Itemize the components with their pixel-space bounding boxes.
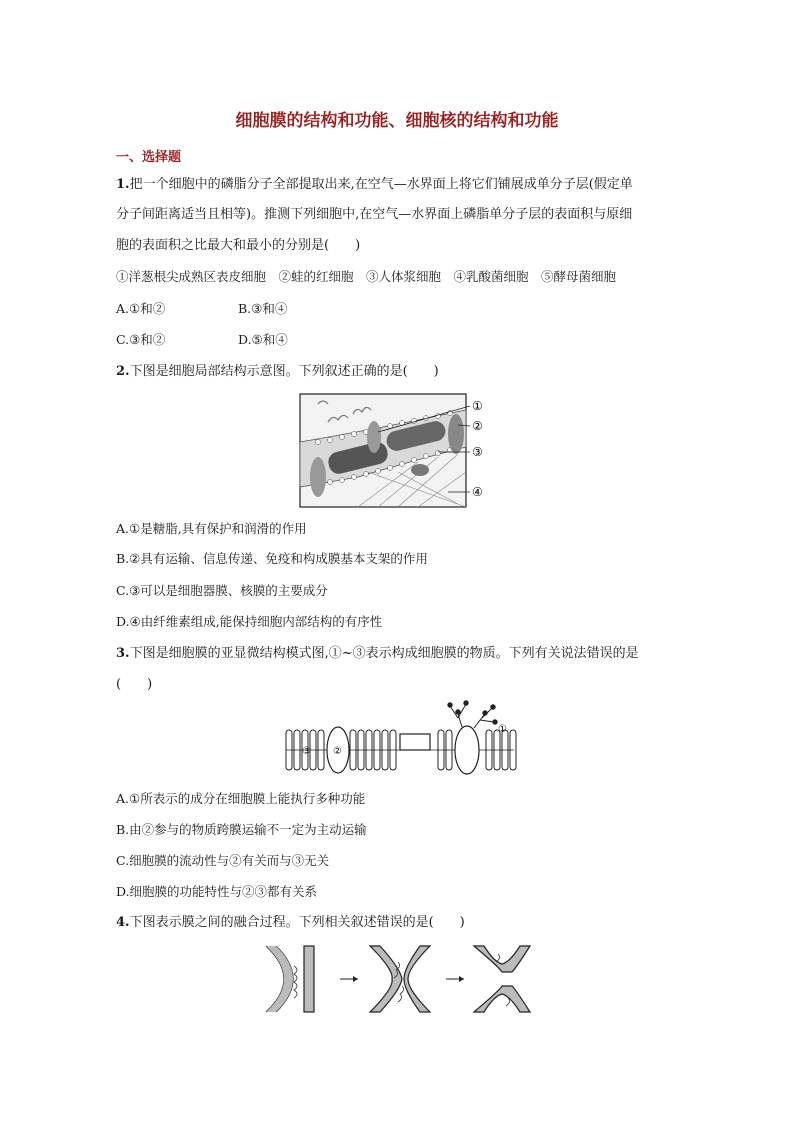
q1-text-3: 胞的表面积之比最大和最小的分别是( ) (116, 238, 361, 253)
figure-label-3: ③ (302, 746, 311, 757)
q1-option-a: A.①和② (116, 301, 166, 316)
figure-label-1: ① (498, 724, 507, 735)
protein-ellipse-2 (367, 421, 381, 453)
q3-option-a: A.①所表示的成分在细胞膜上能执行多种功能 (116, 791, 366, 806)
q3-option-d: D.细胞膜的功能特性与②③都有关系 (116, 884, 318, 899)
q2-option-a: A.①是糖脂,具有保护和润滑的作用 (116, 521, 307, 536)
section-heading: 一、选择题 (116, 150, 182, 165)
q4-stem (116, 914, 465, 932)
cell-structure-figure (298, 392, 498, 510)
embedded-protein (400, 734, 430, 750)
q2-option-d: D.④由纤维素组成,能保持细胞内部结构的有序性 (116, 614, 383, 629)
figure-label-3: ③ (472, 445, 483, 459)
protein-ellipse-3 (310, 457, 326, 497)
q2-stem (116, 363, 439, 381)
q3-option-b: B.由②参与的物质跨膜运输不一定为主动运输 (116, 822, 367, 837)
figure-label-1: ① (472, 399, 483, 413)
q3-text: 下图是细胞膜的亚显微结构模式图,①~③表示构成细胞膜的物质。下列有关说法错误的是 (129, 646, 639, 661)
q1-line-1 (116, 176, 633, 194)
glycoprotein-chains (448, 701, 497, 728)
arrow-head-2 (459, 976, 464, 982)
figure-label-2: ② (472, 419, 483, 433)
glycoprotein (455, 726, 479, 774)
q1-option-c: C.③和② (116, 332, 166, 347)
fusion-stage-1 (266, 946, 314, 1012)
membrane-fusion-figure (262, 942, 534, 1016)
peripheral-protein (411, 464, 429, 476)
q2-option-c: C.③可以是细胞器膜、核膜的主要成分 (116, 583, 328, 598)
protein-ellipse (448, 414, 464, 454)
q1-items: ①洋葱根尖成熟区表皮细胞 ②蛙的红细胞 ③人体浆细胞 ④乳酸菌细胞 ⑤酵母菌细胞 (116, 269, 617, 284)
q2-text: 下图是细胞局部结构示意图。下列叙述正确的是( ) (129, 364, 439, 379)
q2-number: 2. (116, 364, 130, 379)
q3-option-c: C.细胞膜的流动性与②有关而与③无关 (116, 853, 330, 868)
q3-number: 3. (116, 646, 130, 661)
arrow-head-1 (353, 976, 358, 982)
q3-stem (116, 645, 639, 663)
membrane-model-figure (282, 700, 518, 780)
fusion-stage-2 (370, 946, 430, 1012)
page-title: 细胞膜的结构和功能、细胞核的结构和功能 (235, 111, 559, 131)
q4-number: 4. (116, 915, 130, 930)
q1-text-1: 把一个细胞中的磷脂分子全部提取出来,在空气—水界面上将它们铺展成单分子层(假定单 (129, 177, 633, 192)
q1-text-2: 分子间距离适当且相等)。推测下列细胞中,在空气—水界面上磷脂单分子层的表面积与原细 (116, 207, 633, 222)
q3-text-2: ( ) (116, 677, 153, 692)
q1-number: 1. (116, 177, 130, 192)
figure-label-2: ② (333, 746, 342, 757)
figure-label-4: ④ (472, 485, 483, 499)
q2-option-b: B.②具有运输、信息传递、免疫和构成膜基本支架的作用 (116, 551, 428, 566)
q1-option-b: B.③和④ (238, 301, 288, 316)
q4-text: 下图表示膜之间的融合过程。下列相关叙述错误的是( ) (129, 915, 465, 930)
fusion-stage-3 (474, 946, 530, 1012)
q1-option-d: D.⑤和④ (238, 332, 288, 347)
